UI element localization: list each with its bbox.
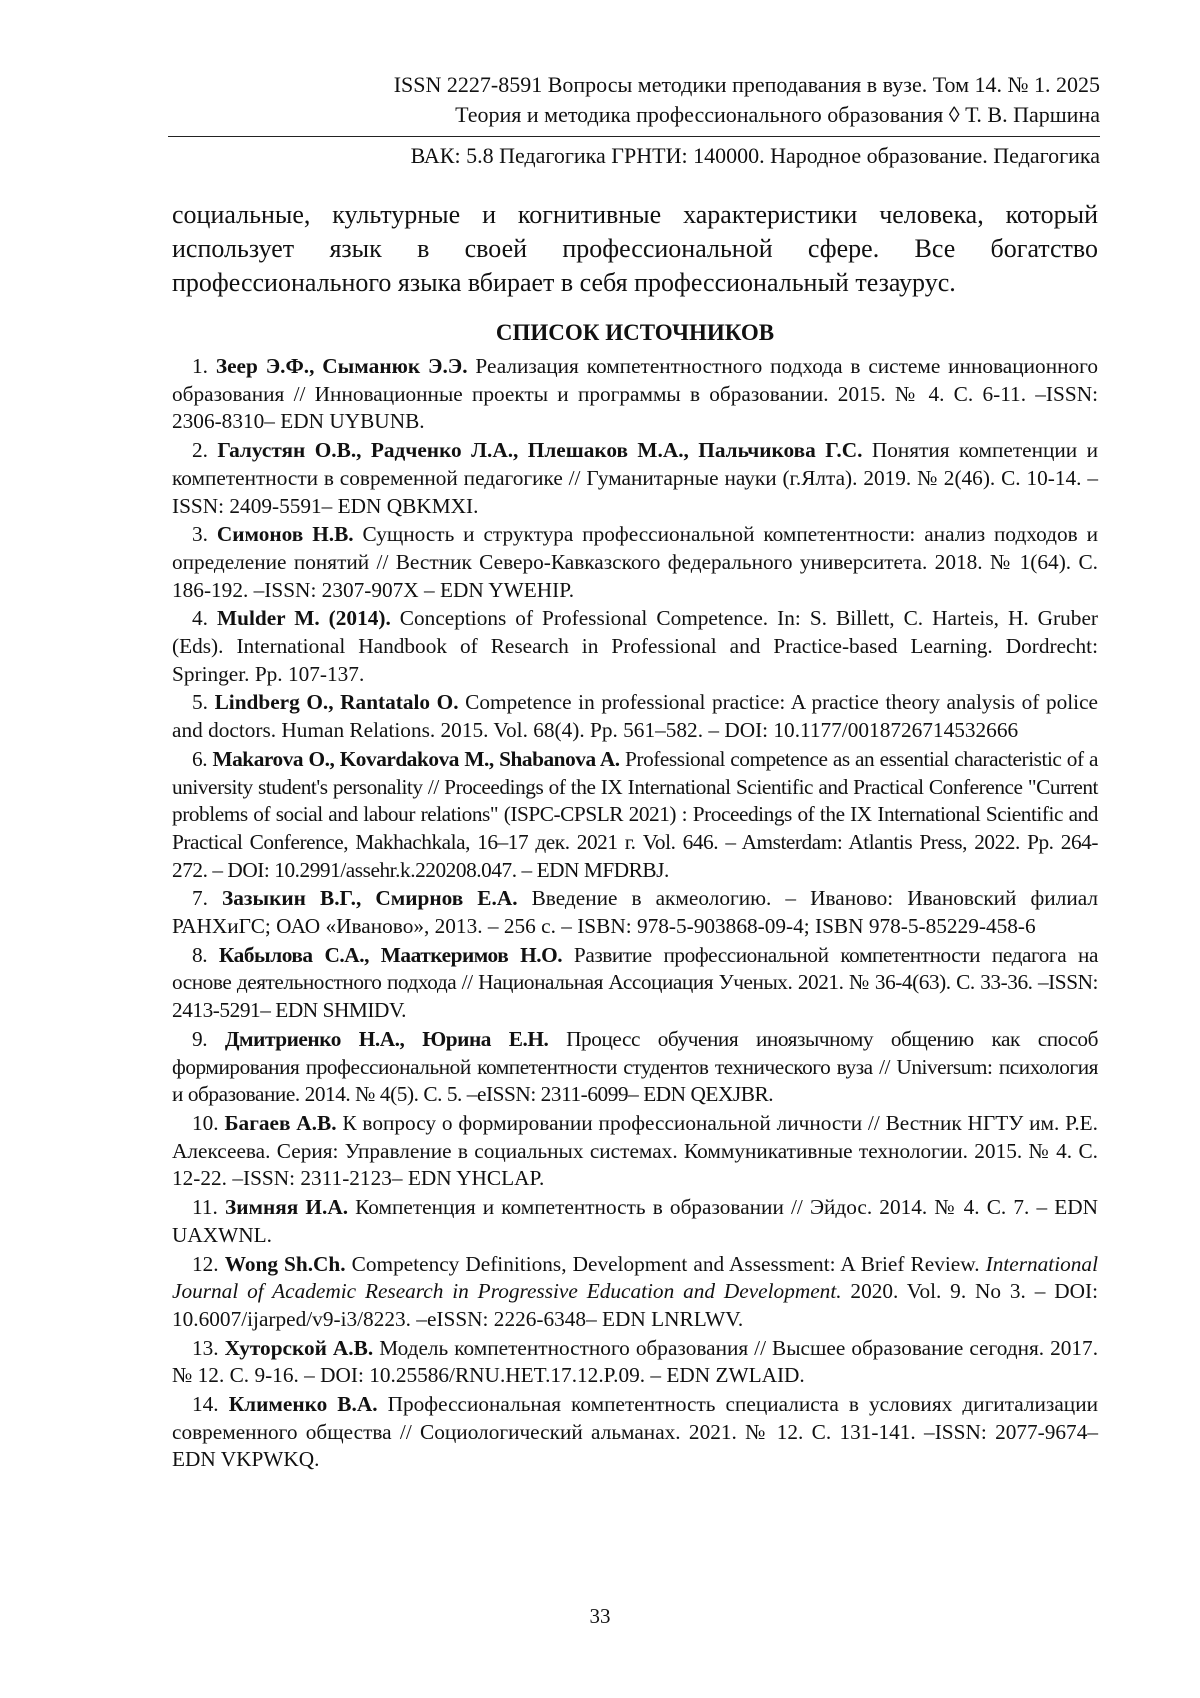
reference-number: 6.: [192, 746, 208, 771]
reference-item: [172, 1391, 1098, 1474]
reference-text: Модель компетентностного образования // Высшее образование сегодня. 2017. № 12. С. 9-16. – DOI: 10.25586/RNU.HET.17.12.P.09. – EDN ZWLAID.: [172, 1335, 1099, 1388]
reference-authors: Makarova O., Kovardakova M., Shabanova A.: [212, 746, 620, 771]
reference-authors: Симонов Н.В.: [216, 522, 354, 547]
reference-text: Professional competence as an essential characteristic of a university student's personality // Proceedings of the IX International Scientific and Practical Conference "Current problems of social and labour relations" (ISPC-CPSLR 2021) : Proceedings of the IX International Scientific and Practical Conference, Makhachkala, 16–17 дек. 2021 г. Vol. 646. – Amsterdam: Atlantis Press, 2022. Pp. 264-272. – DOI: 10.2991/assehr.k.220208.047. – EDN MFDRBJ.: [172, 746, 1098, 882]
reference-authors: Клименко В.А.: [228, 1392, 378, 1417]
classification-line: ВАК: 5.8 Педагогика ГРНТИ: 140000. Народное образование. Педагогика: [410, 143, 1100, 168]
page-number: 33: [589, 1604, 611, 1628]
header-divider: [168, 136, 1100, 137]
references-list: [172, 353, 1098, 1475]
reference-authors: Lindberg O., Rantatalo O.: [214, 690, 459, 715]
reference-item: [172, 746, 1098, 885]
reference-authors: Зимняя И.А.: [224, 1195, 349, 1220]
running-header: [168, 70, 1100, 171]
reference-text: Процесс обучения иноязычному общению как способ формирования профессиональной компетентности студентов технического вуза // Universum: психология и образование. 2014. № 4(5). С. 5. –eISSN: 2311-6099– EDN QEXJBR.: [172, 1026, 1098, 1107]
reference-item: [172, 521, 1098, 604]
body-line: использует язык в своей профессиональной сфере. Все богатство: [172, 234, 1098, 263]
reference-item: [172, 885, 1098, 940]
body-line: социальные, культурные и когнитивные характеристики человека, который: [172, 200, 1098, 229]
reference-item: [172, 605, 1098, 688]
reference-authors: Хуторской А.В.: [224, 1335, 374, 1360]
article-topic-line: Теория и методика профессионального образования ◊ Т. В. Паршина: [455, 102, 1100, 127]
reference-item: [172, 942, 1098, 1025]
reference-authors: Кабылова С.А., Мааткеримов Н.О.: [218, 942, 563, 967]
reference-number: 5.: [192, 690, 208, 715]
body-line: профессионального языка вбирает в себя профессиональный тезаурус.: [172, 268, 956, 297]
reference-number: 8.: [192, 942, 208, 967]
reference-text: Сущность и структура профессиональной компетентности: анализ подходов и определение понятий // Вестник Северо-Кавказского федерального университета. 2018. № 1(64). С. 186-192. –ISSN: 2307-907X – EDN YWEHIP.: [172, 522, 1098, 602]
reference-authors: Дмитриенко Н.А., Юрина Е.Н.: [224, 1026, 549, 1051]
reference-text: Понятия компетенции и компетентности в современной педагогике // Гуманитарные науки (г.Ялта). 2019. № 2(46). С. 10-14. –ISSN: 2409-5591– EDN QBKMXI.: [172, 438, 1099, 518]
reference-number: 9.: [192, 1026, 208, 1051]
reference-text: Компетенция и компетентность в образовании // Эйдос. 2014. № 4. С. 7. – EDN UAXWNL.: [172, 1195, 1098, 1247]
reference-journal-italic: International Journal of Academic Research in Progressive Education and Development.: [172, 1251, 1099, 1304]
reference-item: [172, 1335, 1098, 1390]
reference-number: 12.: [192, 1251, 219, 1276]
reference-item: [172, 689, 1098, 744]
reference-number: 4.: [192, 606, 208, 631]
reference-number: 10.: [192, 1110, 219, 1135]
reference-item: [172, 1194, 1098, 1249]
reference-item: [172, 353, 1098, 436]
reference-item: [172, 1110, 1098, 1193]
reference-number: 7.: [192, 886, 208, 911]
reference-number: 11.: [192, 1195, 218, 1220]
references-heading: СПИСОК ИСТОЧНИКОВ: [495, 320, 775, 345]
reference-authors: Зеер Э.Ф., Сыманюк Э.Э.: [215, 354, 468, 378]
reference-text: Competence in professional practice: A practice theory analysis of police and doctors. Human Relations. 2015. Vol. 68(4). Pp. 561–582. – DOI: 10.1177/0018726714532666: [172, 690, 1098, 743]
journal-title-line: ISSN 2227-8591 Вопросы методики преподавания в вузе. Том 14. № 1. 2025: [393, 72, 1100, 97]
reference-text: К вопросу о формировании профессиональной личности // Вестник НГТУ им. Р.Е. Алексеева. Серия: Управление в социальных системах. Коммуникативные технологии. 2015. № 4. С. 12-22. –ISSN: 2311-2123– EDN YHCLAP.: [172, 1110, 1099, 1191]
reference-number: 1.: [192, 354, 208, 378]
reference-number: 2.: [192, 438, 208, 463]
reference-number: 14.: [192, 1392, 219, 1417]
reference-text-tail: 2020. Vol. 9. No 3. – DOI: 10.6007/ijarped/v9-i3/8223. –eISSN: 2226-6348– EDN LNRLWV.: [172, 1279, 1098, 1331]
reference-item: [172, 1251, 1098, 1334]
reference-text: Развитие профессиональной компетентности педагога на основе деятельностного подхода // Национальная Ассоциация Ученых. 2021. № 36-4(63). С. 33-36. –ISSN: 2413-5291– EDN SHMIDV.: [172, 942, 1098, 1023]
reference-text: Competency Definitions, Development and Assessment: A Brief Review.: [345, 1251, 986, 1276]
reference-text: Реализация компетентностного подхода в системе инновационного образования // Инновационные проекты и программы в образовании. 2015. № 4. С. 6-11. –ISSN: 2306-8310– EDN UYBUNB.: [172, 354, 1098, 434]
reference-authors: Галустян О.В., Радченко Л.А., Плешаков М.А., Пальчикова Г.С.: [217, 438, 863, 463]
reference-number: 3.: [192, 522, 208, 547]
reference-item: [172, 437, 1098, 520]
reference-item: [172, 1026, 1098, 1109]
reference-authors: Mulder M. (2014).: [217, 606, 391, 631]
reference-authors: Wong Sh.Ch.: [224, 1251, 346, 1276]
body-paragraph: [172, 198, 1098, 300]
reference-authors: Багаев А.В.: [224, 1110, 337, 1135]
reference-authors: Зазыкин В.Г., Смирнов Е.А.: [222, 886, 518, 911]
reference-text: Conceptions of Professional Competence. In: S. Billett, C. Harteis, H. Gruber (Eds). International Handbook of Research in Professional and Practice-based Learning. Dordrecht: Springer. Pp. 107-137.: [172, 606, 1098, 686]
reference-text: Введение в акмеологию. – Иваново: Ивановский филиал РАНХиГС; ОАО «Иваново», 2013. – 256 с. – ISBN: 978-5-903868-09-4; ISBN 978-5-85229-458-6: [172, 886, 1098, 939]
reference-text: Профессиональная компетентность специалиста в условиях дигитализации современного общества // Социологический альманах. 2021. № 12. С. 131-141. –ISSN: 2077-9674– EDN VKPWKQ.: [172, 1392, 1098, 1472]
reference-number: 13.: [192, 1335, 219, 1360]
